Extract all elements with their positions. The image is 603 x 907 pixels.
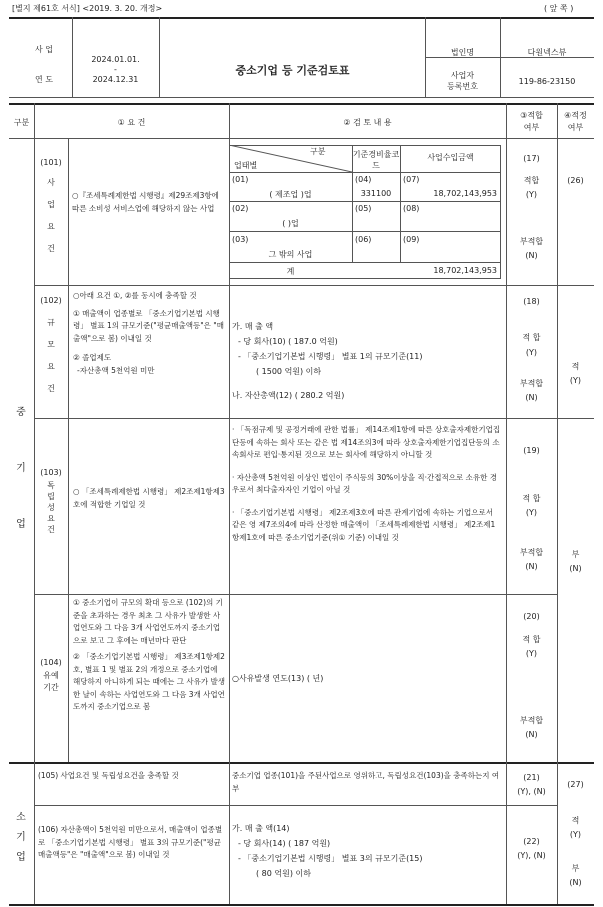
r102-requirement: ○아래 요건 ①, ②를 동시에 충족할 것 ① 매출액이 업종별로 「중소기업기본법 시행령」 별표 1의 규모기준("평균매출액등"은 "매출액"으로 봄) 이내일 것 ② 졸업제도 -자산총액 5천억원 미만: [73, 291, 225, 375]
r104-fit-no-label: 부적합: [519, 716, 544, 725]
col-fit-2: 여부: [523, 123, 540, 132]
r103-proper-1: 부: [571, 550, 580, 559]
r102-fit-no-label: 부적합: [519, 379, 544, 388]
r101-fit-no-n: (N): [525, 251, 538, 260]
col-review: ② 검 토 내 용: [343, 118, 392, 127]
biz-label-2: 등록번호: [447, 82, 478, 91]
r102-fit-no: (18): [523, 297, 540, 306]
biz-number: 119-86-23150: [518, 77, 576, 86]
year-end: 2024.12.31: [92, 75, 139, 84]
table-head-left: 구분: [310, 147, 326, 156]
r106-proper-2: (Y): [569, 830, 582, 839]
table-head-sub: 업태별: [234, 161, 258, 170]
r101-fit-yes: 적합: [523, 176, 540, 185]
r102-review: 가. 매 출 액 - 당 회사(10) ( 187.0 억원) - 「중소기업기본법 시행령」 별표 1의 규모기준(11) ( 1500 억원) 이하 나. 자산총액(12) ( 280.2 억원): [232, 322, 423, 400]
r104-no: (104): [40, 658, 62, 667]
row01-amt-no: (07): [403, 175, 420, 184]
r104-fit-no: (20): [523, 612, 540, 621]
section-sme: 중 기 업: [16, 407, 26, 530]
year-label-1: 사 업: [35, 45, 53, 54]
r103-fit-no-n: (N): [525, 562, 538, 571]
r103-fit-no: (19): [523, 446, 540, 455]
r104-label-2: 기간: [43, 683, 59, 692]
biz-label-1: 사업자: [450, 71, 475, 80]
row01-no: (01): [232, 175, 249, 184]
r102-fit-yes: 적 합: [522, 333, 541, 342]
r104-fit-no-n: (N): [525, 730, 538, 739]
r102-proper-1: 적: [571, 362, 580, 371]
r106-fit-yn: (Y), (N): [517, 851, 546, 860]
r105-requirement: (105) 사업요건 및 독립성요건을 충족할 것: [38, 771, 179, 780]
r102-label: 규 모 요 건: [47, 318, 55, 393]
section-small: 소 기 업: [16, 812, 26, 863]
r101-fit-yes-y: (Y): [525, 190, 538, 199]
r103-no: (103): [40, 468, 62, 477]
row02-no: (02): [232, 204, 249, 213]
r101-proper: (26): [567, 176, 584, 185]
total-label: 계: [286, 267, 295, 276]
row03-code-no: (06): [355, 235, 372, 244]
r104-review: ○사유발생 연도(13) ( 년): [232, 674, 324, 683]
r102-fit-yes-y: (Y): [525, 348, 538, 357]
col-proper-2: 여부: [567, 123, 584, 132]
r102-proper-2: (Y): [569, 376, 582, 385]
r103-fit-yes: 적 합: [522, 494, 541, 503]
page-side: ( 앞 쪽 ): [544, 4, 574, 13]
r104-label-1: 유예: [43, 671, 59, 680]
r103-fit-yes-y: (Y): [525, 508, 538, 517]
r103-proper-2: (N): [569, 564, 582, 573]
r106-proper-3: 부: [571, 864, 580, 873]
col-category: 구분: [13, 118, 30, 127]
r105-review: 중소기업 업종(101)을 주된사업으로 영위하고, 독립성요건(103)을 충족하는지 여부: [232, 771, 500, 793]
r104-fit-yes: 적 합: [522, 635, 541, 644]
year-label-2: 연 도: [35, 75, 53, 84]
r106-requirement: (106) 자산총액이 5천억원 미만으로서, 매출액이 업종별로 「중소기업기본법 시행령」 별표 3의 규모기준("평균매출액등"은 "매출액"으로 봄) 이내일 것: [38, 825, 223, 859]
row01-name: ( 제조업 )업: [269, 190, 312, 199]
col-proper-1: ④적정: [564, 111, 587, 120]
row03-no: (03): [232, 235, 249, 244]
row02-code-no: (05): [355, 204, 372, 213]
r106-review: 가. 매 출 액(14) - 당 회사(14) ( 187 억원) - 「중소기업기본법 시행령」 별표 3의 규모기준(15) ( 80 억원) 이하: [232, 824, 423, 878]
r103-label: 독 립 성 요 건: [47, 481, 55, 534]
table-head-code: 기준경비율코드: [352, 150, 400, 170]
r103-requirement: ○ 「조세특례제한법 시행령」 제2조제1항제3호에 적합한 기업일 것: [73, 487, 225, 509]
form-title: 중소기업 등 기준검토표: [235, 64, 350, 77]
row03-amt-no: (09): [403, 235, 420, 244]
r102-fit-no-n: (N): [525, 393, 538, 402]
r101-label: 사 업 요 건: [47, 178, 55, 253]
r103-fit-no-label: 부적합: [519, 548, 544, 557]
col-fit-1: ③적합: [520, 111, 543, 120]
row02-amt-no: (08): [403, 204, 420, 213]
year-start: 2024.01.01.: [91, 55, 140, 64]
row02-name: ( )업: [282, 219, 299, 228]
year-dash: -: [114, 65, 117, 74]
r106-proper-1: 적: [571, 816, 580, 825]
form-number: [별지 제61호 서식] <2019. 3. 20. 개정>: [12, 4, 163, 13]
row03-name: 그 밖의 사업: [268, 250, 313, 259]
r105-fit-yn: (Y), (N): [517, 787, 546, 796]
r106-fit-no: (22): [523, 837, 540, 846]
r101-requirement: ○『조세특례제한법 시행령』제29조제3항에 따른 소비성 서비스업에 해당하지 않는 사업: [72, 191, 219, 213]
corp-label: 법인명: [450, 48, 475, 57]
row01-amount: 18,702,143,953: [433, 189, 497, 198]
r101-fit-no-label: 부적합: [519, 237, 544, 246]
r105-fit-no: (21): [523, 773, 540, 782]
r104-fit-yes-y: (Y): [525, 649, 538, 658]
col-requirements: ① 요 건: [117, 118, 146, 127]
r101-no: (101): [40, 158, 62, 167]
r102-no: (102): [40, 296, 62, 305]
r104-requirement: ① 중소기업이 규모의 확대 등으로 (102)의 기준을 초과하는 경우 최초 그 사유가 발생한 사업연도와 그 다음 3개 사업연도까지 중소기업으로 보고 그 후에는 매년마다 판단 ② 「중소기업기본법 시행령」 제3조제1항제2호, 별표 1 및 별표 2의 개정으로 중소기업에 해당하지 아니하게 되는 때에는 그 사유가 발생한 날이 속하는 사업연도와 그 다음 3개 사업연도까지 중소기업으로 봄: [73, 598, 225, 711]
total-amount: 18,702,143,953: [433, 266, 497, 275]
table-head-amount: 사업수입금액: [427, 153, 474, 162]
r106-proper-4: (N): [569, 878, 582, 887]
r103-review: · 「독점규제 및 공정거래에 관한 법률」 제14조제1항에 따른 상호출자제한기업집단등에 속하는 회사 또는 같은 법 제14조의3에 따라 상호출자제한기업집단등의 소속회사로 편입·통지된 것으로 보는 회사에 해당하지 아니할 것 · 자산총액 5천억원 이상인 법인이 주식등의 30%이상을 직·간접적으로 소유한 경우로서 최다출자자인 기업이 아닐 것 · 「중소기업기본법 시행령」 제2조제3호에 따른 관계기업에 속하는 기업으로서 같은 영 제7조의4에 따라 산정한 매출액이 「조세특례제한법 시행령」 제2조제1항제1호에 따른 중소기업기준(위① 기준) 이내일 것: [232, 425, 501, 542]
r101-fit-no: (17): [523, 154, 540, 163]
r105-proper: (27): [567, 780, 584, 789]
row01-code: 331100: [360, 189, 392, 198]
corp-name: 다원넥스뷰: [527, 48, 567, 57]
row01-code-no: (04): [355, 175, 372, 184]
